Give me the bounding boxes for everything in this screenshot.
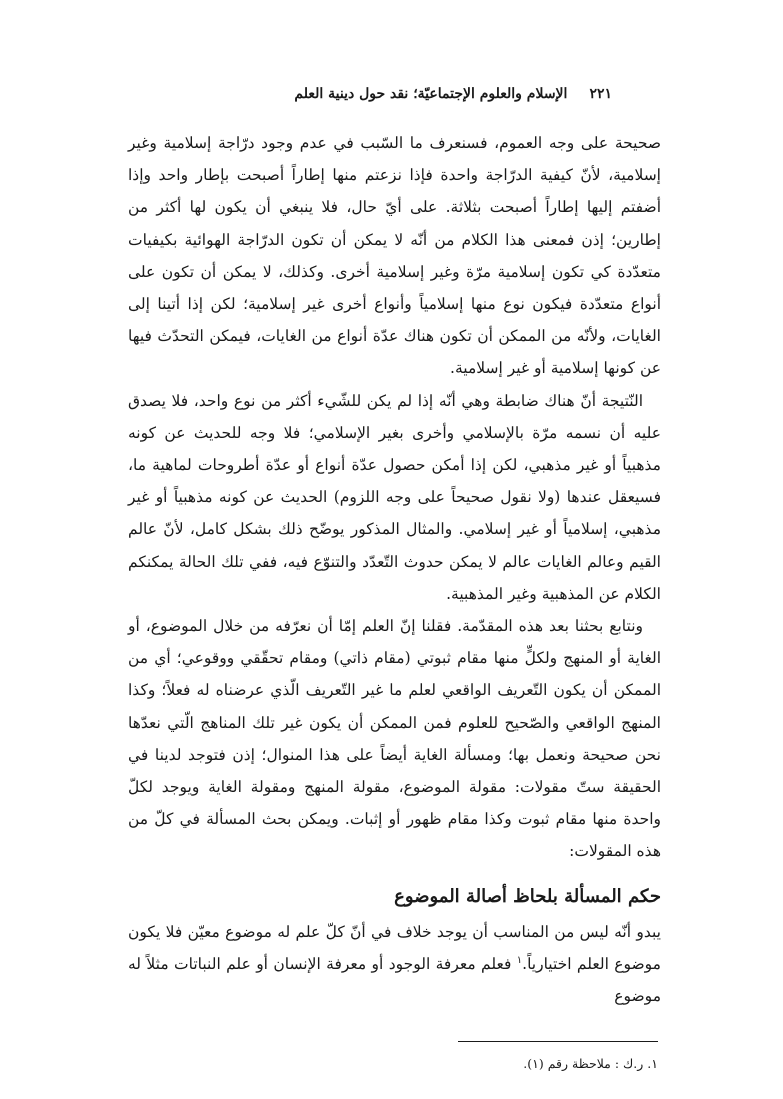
running-header: [138, 86, 612, 102]
footnote-divider: [458, 1041, 658, 1042]
section-heading: حكم المسألة بلحاظ أصالة الموضوع: [394, 885, 661, 907]
page-number: ٢٢١: [589, 86, 612, 102]
paragraph: النّتيجة أنّ هناك ضابطة وهي أنّه إذا لم يكن للشّيء أكثر من نوع واحد، فلا يصدق عليه أن نسمه مرّة بالإسلامي وأخرى بغير الإسلامي؛ فلا وجه للحديث عن كونه مذهبياً أو غير مذهبي، لكن إذا أمكن حصول عدّة أنواع أو عدّة أطروحات لماهية ما، فسيعقل عندها (ولا نقول صحيحاً على وجه اللزوم) الحديث عن كونه مذهبياً أو غير مذهبي، إسلامياً أو غير إسلامي. والمثال المذكور يوضّح ذلك بشكل كامل، لأنّ عالم القيم وعالم الغايات عالم لا يمكن حدوث التّعدّد والتنوّع فيه، ففي تلك الحالة يمكنكم الكلام عن المذهبية وغير المذهبية.: [128, 391, 661, 603]
footnote: ١. ر.ك : ملاحظة رقم (١).: [523, 1056, 658, 1071]
footnote-reference[interactable]: ١: [516, 954, 523, 966]
section-text: يبدو أنّه ليس من المناسب أن يوجد خلاف في أنّ كلّ علم له موضوع معيّن فلا يكون موضوع العلم اختيارياً.: [128, 922, 661, 973]
paragraph: ونتابع بحثنا بعد هذه المقدّمة. فقلنا إنّ العلم إمّا أن نعرّفه من خلال الموضوع، أو الغاية أو المنهج ولكلٍّ منها مقام ثبوتي (مقام ذاتي) ومقام تحقّقي ووقوعي؛ أي من الممكن أن يكون التّعريف الواقعي لعلم ما غير التّعريف الّذي عرضناه له فعلاً؛ وكذا المنهج الواقعي والصّحيح للعلوم فمن الممكن أن يكون غير تلك المناهج الّتي نعدّها نحن صحيحة ونعمل بها؛ ومسألة الغاية أيضاً على هذا المنوال؛ إذن فتوجد لدينا في الحقيقة ستّ مقولات: مقولة الموضوع، مقولة المنهج ومقولة الغاية ويوجد لكلّ واحدة منها مقام ثبوت وكذا مقام ظهور أو إثبات. ويمكن بحث المسألة في كلّ من هذه المقولات:: [128, 617, 661, 861]
section-paragraph: [128, 916, 661, 1013]
running-title: الإسلام والعلوم الإجتماعيّة؛ نقد حول دينية العلم: [294, 86, 568, 102]
body-text: [128, 127, 661, 1012]
section-text-continued: فعلم معرفة الوجود أو معرفة الإنسان أو علم النباتات مثلاً له موضوع: [128, 954, 661, 1006]
paragraph: صحيحة على وجه العموم، فسنعرف ما السّبب في عدم وجود درّاجة إسلامية وغير إسلامية، لأنّ كيفية الدرّاجة واحدة فإذا نزعتم منها إطاراً أصبحت بإطار واحد وإذا أضفتم إليها إطاراً أصبحت بثلاثة. على أيّ حال، فلا ينبغي أن يكون لها أكثر من إطارين؛ إذن فمعنى هذا الكلام من أنّه لا يمكن أن تكون الدرّاجة الهوائية بكيفيات متعدّدة كي تكون إسلامية مرّة وغير إسلامية أخرى. وكذلك، لا يمكن أن تكون على أنواع متعدّدة فيكون نوع منها إسلامياً وأنواع أخرى غير إسلامية؛ لكن إذا أتينا إلى الغايات، ولأنّه من الممكن أن تكون هناك عدّة أنواع من الغايات، فيمكن التحدّث فيها عن كونها إسلامية أو غير إسلامية.: [128, 134, 661, 378]
